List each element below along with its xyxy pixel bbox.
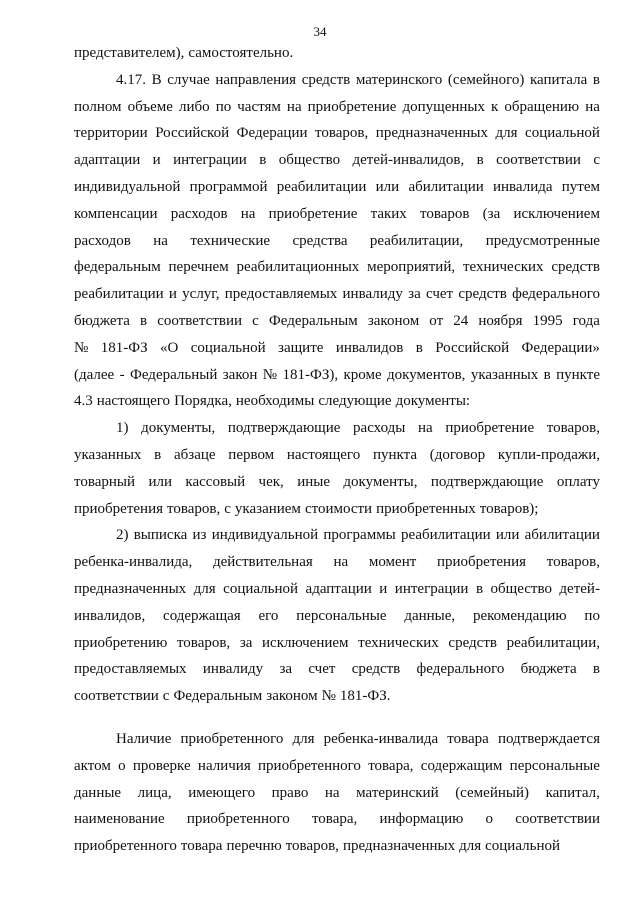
- text-line: компенсации расходов на приобретение таких товаров (за исключением: [74, 205, 600, 222]
- paragraph-p4: [74, 726, 600, 860]
- text-line: расходов на технические средства реабилитации, предусмотренные: [74, 232, 600, 249]
- text-line: наименование приобретенного товара, информацию о соответствии: [74, 811, 600, 828]
- page-number: 34: [313, 24, 327, 39]
- text-line: индивидуальной программой реабилитации или абилитации инвалида путем: [74, 178, 600, 195]
- text-line: 4.17. В случае направления средств материнского (семейного) капитала в: [116, 71, 600, 88]
- text-line: адаптации и интеграции в общество детей-инвалидов, в соответствии с: [74, 152, 600, 169]
- text-line: реабилитации и услуг, предоставляемых инвалиду за счет средств федерального: [74, 286, 600, 303]
- document-body: [74, 40, 600, 860]
- paragraph-p1: [74, 67, 600, 415]
- text-line: 4.3 настоящего Порядка, необходимы следующие документы:: [74, 393, 471, 410]
- text-line: приобретению товаров, за исключением технических средств реабилитации,: [74, 634, 600, 651]
- text-line: приобретения товаров, с указанием стоимости приобретенных товаров);: [74, 500, 539, 517]
- text-line: территории Российской Федерации товаров, предназначенных для социальной: [74, 125, 600, 142]
- text-line: данные лица, имеющего право на материнский (семейный) капитал,: [74, 784, 600, 801]
- paragraph-p2: [74, 415, 600, 522]
- text-line: Наличие приобретенного для ребенка-инвалида товара подтверждается: [116, 730, 600, 747]
- text-line: инвалидов, содержащая его персональные данные, рекомендацию по: [74, 607, 600, 624]
- text-line: ребенка-инвалида, действительная на момент приобретения товаров,: [74, 554, 600, 571]
- text-line: предоставляемых инвалиду за счет средств федерального бюджета в: [74, 661, 600, 678]
- paragraph-p3: [74, 522, 600, 710]
- text-line: указанных в абзаце первом настоящего пункта (договор купли-продажи,: [74, 446, 600, 463]
- text-line: федеральным перечнем реабилитационных мероприятий, технических средств: [74, 259, 600, 276]
- text-line: 1) документы, подтверждающие расходы на приобретение товаров,: [116, 420, 600, 437]
- text-line: актом о проверке наличия приобретенного товара, содержащим персональные: [74, 757, 600, 774]
- paragraph-p0: [74, 40, 600, 67]
- text-line: представителем), самостоятельно.: [74, 45, 294, 61]
- text-line: бюджета в соответствии с Федеральным законом от 24 ноября 1995 года: [74, 312, 600, 329]
- text-line: предназначенных для социальной адаптации и интеграции в общество детей-: [74, 580, 600, 597]
- text-line: соответствии с Федеральным законом № 181-ФЗ.: [74, 688, 391, 705]
- text-line: полном объеме либо по частям на приобретение допущенных к обращению на: [74, 98, 600, 115]
- text-line: (далее - Федеральный закон № 181-ФЗ), кроме документов, указанных в пункте: [74, 366, 600, 383]
- text-line: № 181-ФЗ «О социальной защите инвалидов в Российской Федерации»: [74, 339, 600, 356]
- text-line: товарный или кассовый чек, иные документы, подтверждающие оплату: [74, 473, 600, 490]
- text-line: 2) выписка из индивидуальной программы реабилитации или абилитации: [116, 527, 600, 544]
- text-line: приобретенного товара перечню товаров, предназначенных для социальной: [74, 838, 561, 855]
